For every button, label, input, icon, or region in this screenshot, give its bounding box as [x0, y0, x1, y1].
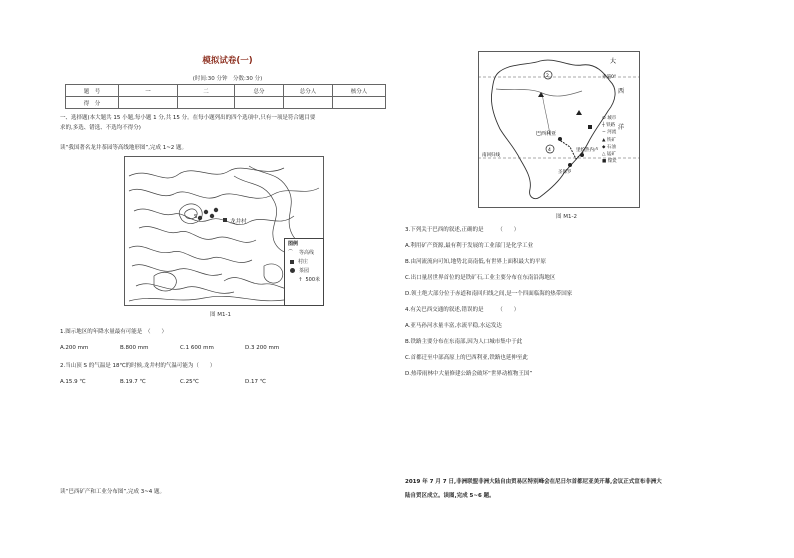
legend-item-village — [285, 257, 323, 266]
score-table — [65, 84, 386, 109]
q2-option-d[interactable]: D.17 ℃ — [245, 379, 266, 385]
q1-option-b[interactable]: B.800 mm — [120, 345, 149, 351]
q4-option-d[interactable]: D.热带雨林中大量修建公路会破坏“世界动植物王国” — [405, 371, 533, 377]
coal-icon: ■ — [602, 159, 608, 165]
score-cell: 得 分 — [66, 97, 119, 109]
score-header-cell: 二 — [178, 85, 235, 97]
village-label: 龙井村 — [230, 219, 247, 225]
scale-row — [285, 275, 323, 284]
manganese-icon: △ — [602, 152, 607, 158]
label-tropic: 南回归线 — [482, 153, 500, 158]
legend-item-tea — [285, 266, 323, 275]
iron-ore-icon: ▲ — [602, 137, 607, 143]
q3-option-b[interactable]: B.由河流流向可知,地势北高南低,有世界上面积最大的平原 — [405, 259, 547, 265]
oil-icon: ◆ — [602, 144, 607, 150]
score-header-cell: 总分 — [235, 85, 284, 97]
tea-garden-icon — [290, 268, 295, 273]
exam-subtitle: (时间:30 分钟 分数:30 分) — [192, 76, 263, 82]
question-3-stem: 3.下列关于巴西的叙述,正确的是 （ ） — [405, 227, 520, 233]
q3-option-d[interactable]: D.领土绝大部分位于赤道和南回归线之间,是一个四面临海的热带国家 — [405, 291, 573, 297]
read-instruction-2: 读“巴西矿产和工业分布图”,完成 3~4 题。 — [60, 489, 166, 495]
legend-label: 河流 — [607, 130, 617, 136]
label-west: 西 — [618, 88, 625, 95]
legend-item-city — [602, 115, 640, 122]
city-brasilia — [558, 137, 562, 141]
q1-option-a[interactable]: A.200 mm — [60, 345, 89, 351]
legend-item-contour — [285, 248, 323, 257]
score-header-cell: 题 号 — [66, 85, 119, 97]
score-header-cell: 一 — [119, 85, 178, 97]
question-4-stem: 4.有关巴西交通的叙述,错误的是 （ ） — [405, 307, 520, 313]
village-icon — [290, 260, 294, 264]
city-rio — [580, 153, 584, 157]
label-big: 大 — [610, 58, 617, 65]
score-cell[interactable] — [119, 97, 178, 109]
contour-map — [124, 156, 324, 306]
q3-option-a[interactable]: A.利用矿产资源,最有利于发展的工业部门是化学工业 — [405, 243, 534, 249]
legend-item-coal — [602, 158, 640, 165]
scale-label: 500米 — [305, 277, 320, 283]
legend-item-manganese — [602, 151, 640, 158]
legend-label: 茶园 — [299, 268, 310, 274]
score-cell[interactable] — [178, 97, 235, 109]
svg-text:2: 2 — [546, 74, 549, 79]
railway-icon: ┼ — [602, 123, 607, 129]
score-cell[interactable] — [284, 97, 333, 109]
legend-item-oil — [602, 144, 640, 151]
legend-label: 铁矿 — [606, 137, 616, 143]
legend-label: 煤炭 — [607, 159, 617, 165]
legend-label: 村庄 — [298, 259, 309, 265]
north-arrow-icon: ↑ — [298, 276, 303, 283]
q2-option-c[interactable]: C.25℃ — [180, 379, 199, 385]
brazil-map — [478, 51, 640, 208]
label-ocean: 洋 — [618, 124, 625, 131]
para5-line1: 2019 年 7 月 7 日,非洲联盟非洲大陆自由贸易区特别峰会在尼日尔首都尼亚美开幕,会议正式宣布非洲大 — [405, 479, 662, 485]
legend-title: 图例 — [288, 241, 299, 247]
section1-heading: 一、选择题(本大题共 15 小题,每小题 1 分,共 15 分。在每小题列出的四个选项中,只有一项是符合题目要 — [60, 115, 316, 121]
legend-label: 铁路 — [606, 123, 616, 129]
q3-option-c[interactable]: C.出口量居世界首位的是铁矿石,工业主要分布在东南沿海地区 — [405, 275, 556, 281]
q1-option-d[interactable]: D.3 200 mm — [245, 345, 280, 351]
city-icon: ⊙ — [602, 116, 608, 121]
map1-caption: 图 M1-1 — [210, 312, 231, 318]
map2-caption: 图 M1-2 — [556, 214, 577, 220]
q2-option-b[interactable]: B.19.7 ℃ — [120, 379, 146, 385]
score-header-cell: 总分人 — [284, 85, 333, 97]
legend-label: 等高线 — [299, 250, 315, 256]
svg-text:S: S — [194, 214, 198, 220]
label-brasilia: 巴西利亚 — [536, 131, 557, 137]
city-sao-paulo — [568, 163, 572, 167]
legend-label: 城市 — [607, 116, 617, 121]
q1-option-c[interactable]: C.1 600 mm — [180, 345, 214, 351]
score-header-row — [66, 85, 386, 97]
legend-label: 石油 — [606, 144, 616, 150]
question-1-stem: 1.图示地区的年降水量最有可能是 （ ） — [60, 329, 167, 335]
question-2-stem: 2.当山顶 S 的气温是 18℃的时候,龙井村的气温可能为（ ） — [60, 363, 216, 369]
q4-option-c[interactable]: C.首都迁至中部高原上的巴西利亚,铁路也延伸至此 — [405, 355, 528, 361]
village-marker — [223, 218, 227, 222]
legend-item-railway — [602, 122, 640, 129]
q4-option-a[interactable]: A.亚马孙河水量丰富,水流平稳,水运发达 — [405, 323, 502, 329]
exam-title: 模拟试卷(一) — [202, 56, 253, 66]
q4-option-b[interactable]: B.铁路主要分布在东南部,因为人口城市集中于此 — [405, 339, 523, 345]
score-header-cell: 核分人 — [333, 85, 386, 97]
river-icon: ∽ — [602, 130, 608, 136]
map2-legend — [602, 115, 640, 165]
legend-item-river — [602, 129, 640, 136]
contour-icon: ⌒ — [288, 250, 294, 256]
svg-text:4: 4 — [548, 148, 551, 153]
score-cell[interactable] — [235, 97, 284, 109]
read-instruction-1: 读“我国著名龙井茶园等高线地形图”,完成 1~2 题。 — [60, 145, 188, 151]
label-rio: 里约热内卢 — [576, 148, 599, 153]
legend-item-iron — [602, 137, 640, 144]
map1-legend — [284, 238, 324, 306]
para5-line2: 陆自贸区成立。读图,完成 5~6 题。 — [405, 493, 495, 499]
label-equator: 赤道0° — [602, 75, 617, 80]
section1-heading-cont: 求的,多选、错选、不选均不得分) — [60, 125, 141, 131]
label-sao-paulo: 圣保罗 — [558, 170, 572, 175]
legend-label: 锰矿 — [606, 152, 616, 158]
q2-option-a[interactable]: A.15.9 ℃ — [60, 379, 86, 385]
score-value-row — [66, 97, 386, 109]
score-cell[interactable] — [333, 97, 386, 109]
